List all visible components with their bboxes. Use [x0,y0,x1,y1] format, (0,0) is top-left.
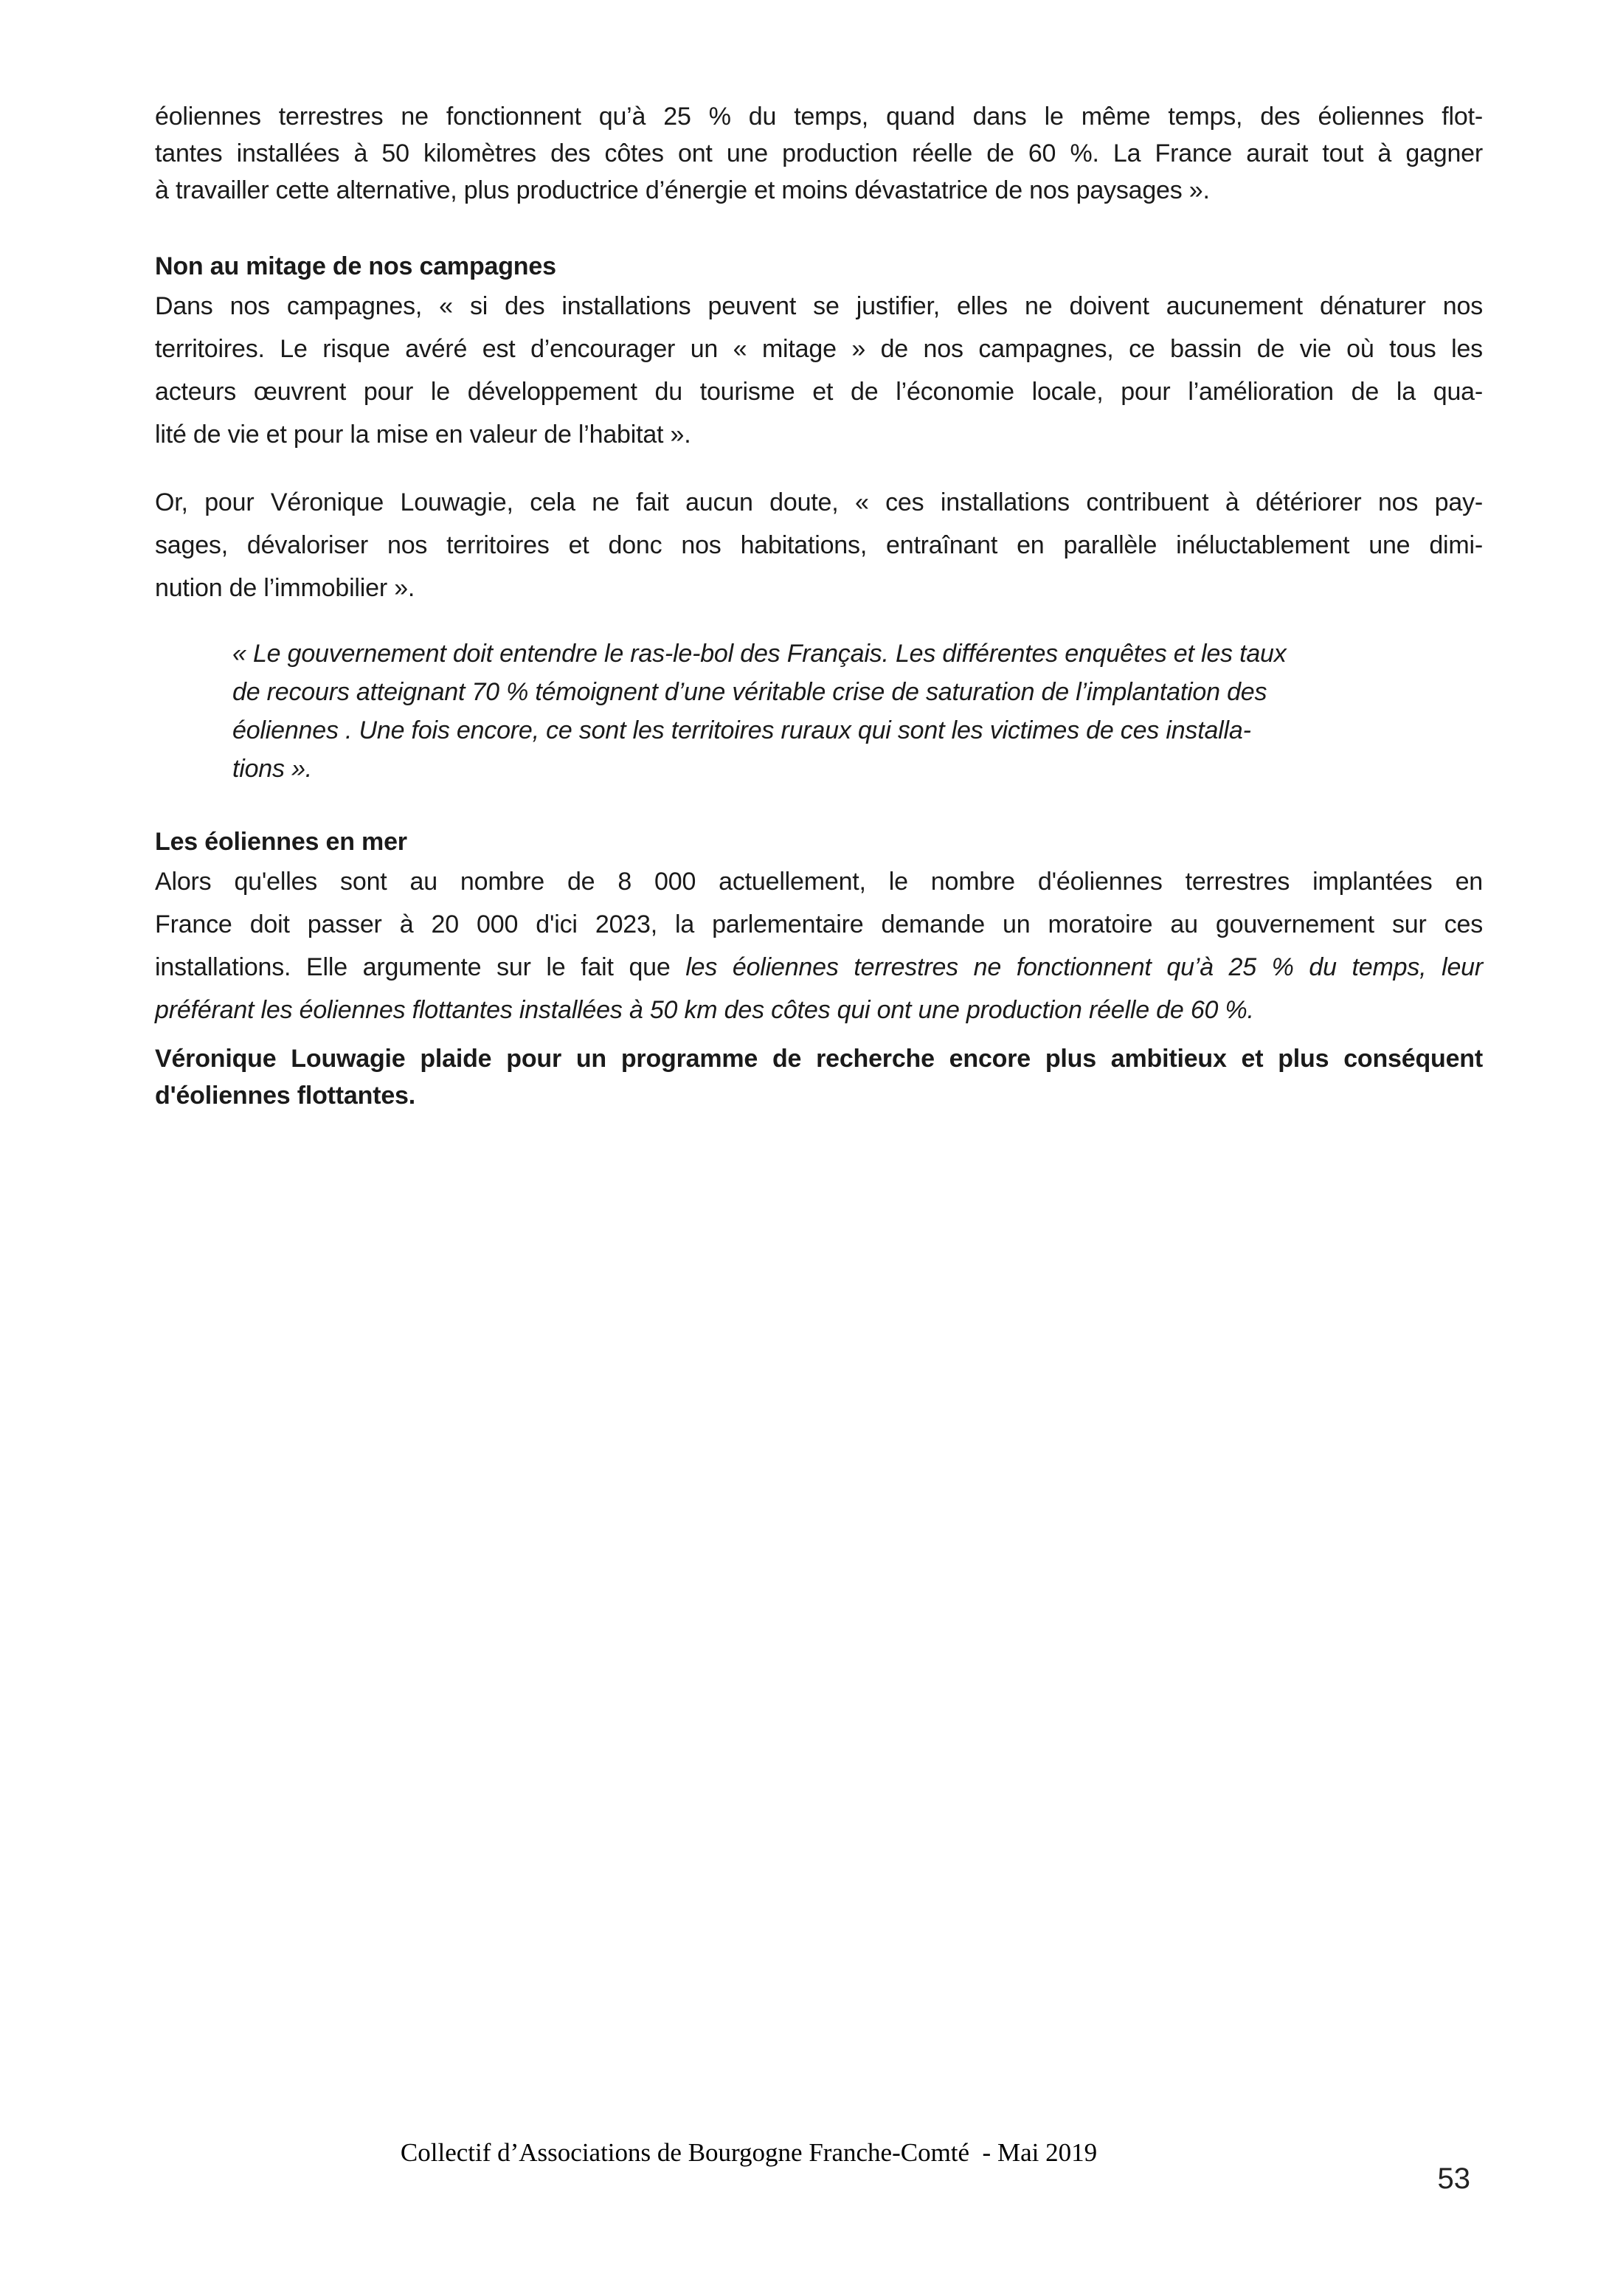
paragraph-bold-conclusion: Véronique Louwagie plaide pour un programme de recherche encore plus ambitieux et plus conséquent d'éoliennes flottantes. [155,1045,1483,1110]
paragraph-alors-quelles: Alors qu'elles sont au nombre de 8 000 actuellement, le nombre d'éoliennes terrestres implantées en France doit passer à 20 000 d'ici 2023, la parlementaire demande un moratoire au gouvernement sur ces installations. Elle argumente sur le fait que les éoliennes terrestres ne fonctionnent qu’à 25 % du temps, leur préférant les éoliennes flottantes installées à 50 km des côtes qui ont une production réelle de 60 %. [155,868,1483,1024]
page-number: 53 [1437,2162,1470,2195]
paragraph-dans-nos-campagnes: Dans nos campagnes, « si des installations peuvent se justifier, elles ne doivent aucunement dénaturer nos territoires. Le risque avéré est d’encourager un « mitage » de nos campagnes, ce bassin de vie où tous les acteurs œuvrent pour le développement du tourisme et de l’économie locale, pour l’amélioration de la qua- lité de vie et pour la mise en valeur de l’habitat ». [155,292,1483,449]
blockquote-gouvernement: « Le gouvernement doit entendre le ras-le-bol des Français. Les différentes enquêtes et les taux de recours atteignant 70 % témoignent d’une véritable crise de saturation de l’implantation des éoliennes . Une fois encore, ce sont les territoires ruraux qui sont les victimes de ces installa- tions ». [232,640,1287,783]
heading-les-eoliennes-en-mer: Les éoliennes en mer [155,828,407,856]
paragraph-veronique-louwagie: Or, pour Véronique Louwagie, cela ne fait aucun doute, « ces installations contribuent à détériorer nos pay- sages, dévaloriser nos territoires et donc nos habitations, entraînant en parallèle inéluctablement une dimi- nution de l’immobilier ». [155,488,1483,602]
paragraph-eoliennes-terrestres: éoliennes terrestres ne fonctionnent qu’à 25 % du temps, quand dans le même temps, des éoliennes flot- tantes installées à 50 kilomètres des côtes ont une production réelle de 60 %. La France aurait tout à gagner à travailler cette alternative, plus productrice d’énergie et moins dévastatrice de nos paysages ». [155,103,1483,204]
page-footer: Collectif d’Associations de Bourgogne Franche-Comté - Mai 2019 [400,2138,1098,2167]
heading-non-au-mitage: Non au mitage de nos campagnes [155,252,556,280]
page-body-text [155,98,1483,1114]
